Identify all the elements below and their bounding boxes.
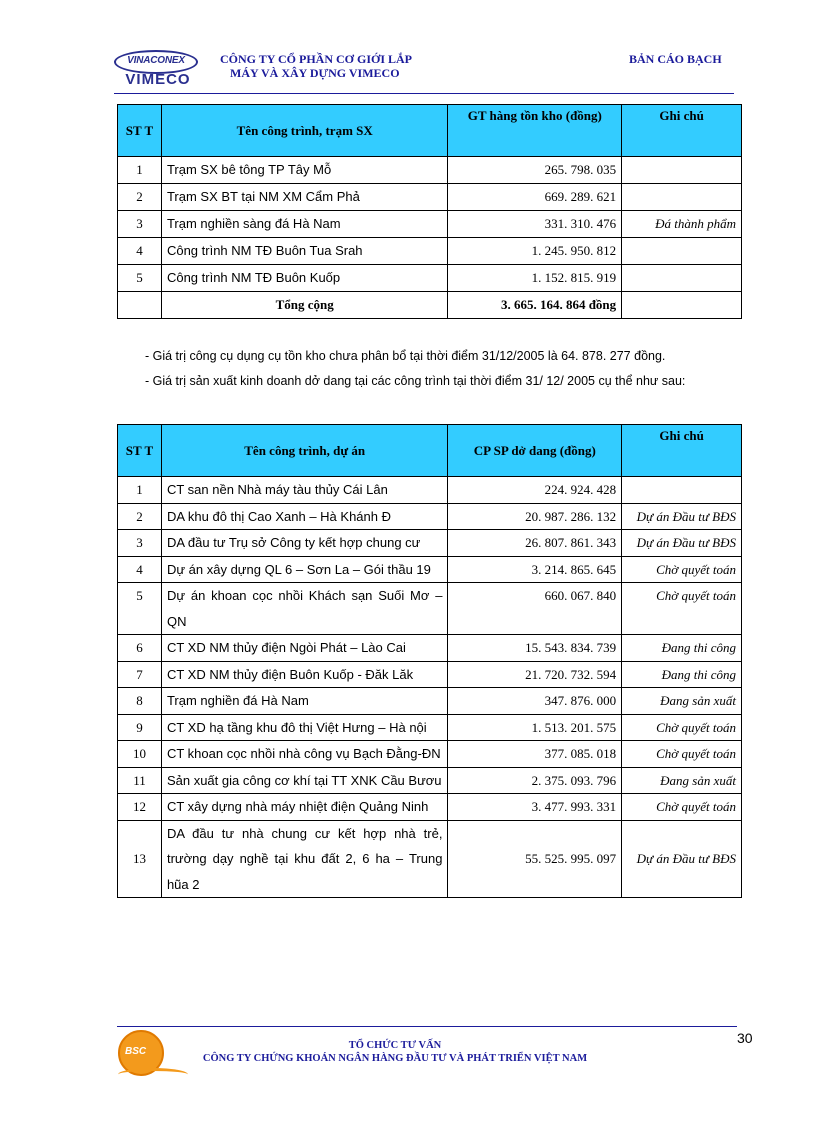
row-name: CT khoan cọc nhồi nhà công vụ Bạch Đằng-ĐN bbox=[161, 741, 447, 768]
row-value: 1. 245. 950. 812 bbox=[448, 238, 622, 265]
header-stt: ST T bbox=[118, 105, 162, 157]
row-name: Trạm SX bê tông TP Tây Mỗ bbox=[161, 157, 447, 184]
total-stt-empty bbox=[118, 292, 162, 319]
company-name bbox=[220, 52, 412, 80]
table-row bbox=[118, 157, 742, 184]
wip-intro-note: - Giá trị sản xuất kinh doanh dở dang tại các công trình tại thời điểm 31/ 12/ 2005 cụ thể như sau: bbox=[145, 374, 686, 388]
row-note: Dự án Đầu tư BĐS bbox=[622, 530, 742, 557]
tools-inventory-note: - Giá trị công cụ dụng cụ tồn kho chưa phân bổ tại thời điểm 31/12/2005 là 64. 878. 277 đồng. bbox=[145, 349, 666, 363]
row-name: Công trình NM TĐ Buôn Tua Srah bbox=[161, 238, 447, 265]
page-number: 30 bbox=[737, 1030, 753, 1046]
row-stt: 5 bbox=[118, 265, 162, 292]
company-name-line2: MÁY VÀ XÂY DỰNG VIMECO bbox=[230, 66, 400, 80]
row-stt: 1 bbox=[118, 477, 162, 504]
row-note: Đang thi công bbox=[622, 635, 742, 662]
row-value: 21. 720. 732. 594 bbox=[448, 661, 622, 688]
logo-bottom-text: VIMECO bbox=[125, 71, 191, 88]
row-value: 377. 085. 018 bbox=[448, 741, 622, 768]
row-note: Chờ quyết toán bbox=[622, 556, 742, 583]
row-name: Sản xuất gia công cơ khí tại TT XNK Cầu Bươu bbox=[161, 767, 447, 794]
row-stt: 2 bbox=[118, 184, 162, 211]
total-row bbox=[118, 292, 742, 319]
row-stt: 9 bbox=[118, 714, 162, 741]
row-value: 669. 289. 621 bbox=[448, 184, 622, 211]
bsc-logo-text: BSC bbox=[125, 1046, 147, 1057]
header-name: Tên công trình, dự án bbox=[161, 425, 447, 477]
row-note: Đang sản xuất bbox=[622, 688, 742, 715]
row-value: 3. 477. 993. 331 bbox=[448, 794, 622, 821]
row-note: Chờ quyết toán bbox=[622, 741, 742, 768]
table-header-row bbox=[118, 105, 742, 157]
row-name: CT XD NM thủy điện Ngòi Phát – Lào Cai bbox=[161, 635, 447, 662]
row-stt: 2 bbox=[118, 503, 162, 530]
table-row bbox=[118, 767, 742, 794]
table-header-row bbox=[118, 425, 742, 477]
vinaconex-vimeco-logo bbox=[114, 50, 200, 88]
table-row bbox=[118, 820, 742, 898]
table-row bbox=[118, 211, 742, 238]
logo-top-text: VINACONEX bbox=[127, 55, 185, 66]
row-name: Dự án xây dựng QL 6 – Sơn La – Gói thầu 19 bbox=[161, 556, 447, 583]
bsc-logo-band bbox=[118, 1068, 188, 1081]
row-note: Chờ quyết toán bbox=[622, 794, 742, 821]
inventory-table bbox=[117, 104, 742, 319]
row-name: Trạm nghiền đá Hà Nam bbox=[161, 688, 447, 715]
row-value: 660. 067. 840 bbox=[448, 583, 622, 635]
row-stt: 13 bbox=[118, 820, 162, 898]
total-label: Tổng cộng bbox=[161, 292, 447, 319]
row-stt: 1 bbox=[118, 157, 162, 184]
row-value: 55. 525. 995. 097 bbox=[448, 820, 622, 898]
header-note: Ghi chú bbox=[622, 425, 742, 477]
row-value: 265. 798. 035 bbox=[448, 157, 622, 184]
row-note: Đang sản xuất bbox=[622, 767, 742, 794]
table-row bbox=[118, 556, 742, 583]
row-note bbox=[622, 477, 742, 504]
row-stt: 7 bbox=[118, 661, 162, 688]
table-row bbox=[118, 741, 742, 768]
row-note bbox=[622, 265, 742, 292]
row-name: Trạm SX BT tại NM XM Cẩm Phả bbox=[161, 184, 447, 211]
table-row bbox=[118, 477, 742, 504]
row-name: DA đầu tư Trụ sở Công ty kết hợp chung cư bbox=[161, 530, 447, 557]
row-name: DA đầu tư nhà chung cư kết hợp nhà trẻ, trường dạy nghề tại khu đất 2, 6 ha – Trung hũa 2 bbox=[161, 820, 447, 898]
document-title: BẢN CÁO BẠCH bbox=[629, 52, 722, 66]
header-value: CP SP dở dang (đồng) bbox=[448, 425, 622, 477]
table-row bbox=[118, 635, 742, 662]
row-note bbox=[622, 157, 742, 184]
row-note: Chờ quyết toán bbox=[622, 714, 742, 741]
table-row bbox=[118, 265, 742, 292]
header-stt: ST T bbox=[118, 425, 162, 477]
footer-divider bbox=[117, 1026, 737, 1027]
company-name-line1: CÔNG TY CỔ PHẦN CƠ GIỚI LẮP bbox=[220, 52, 413, 66]
row-value: 20. 987. 286. 132 bbox=[448, 503, 622, 530]
header-divider bbox=[114, 93, 734, 94]
row-value: 224. 924. 428 bbox=[448, 477, 622, 504]
row-stt: 5 bbox=[118, 583, 162, 635]
total-note-empty bbox=[622, 292, 742, 319]
row-value: 331. 310. 476 bbox=[448, 211, 622, 238]
row-stt: 8 bbox=[118, 688, 162, 715]
row-note: Đá thành phẩm bbox=[622, 211, 742, 238]
total-value: 3. 665. 164. 864 đồng bbox=[448, 292, 622, 319]
row-value: 347. 876. 000 bbox=[448, 688, 622, 715]
row-name: Công trình NM TĐ Buôn Kuốp bbox=[161, 265, 447, 292]
wip-table bbox=[117, 424, 742, 898]
row-name: Dự án khoan cọc nhồi Khách sạn Suối Mơ – QN bbox=[161, 583, 447, 635]
row-value: 3. 214. 865. 645 bbox=[448, 556, 622, 583]
table-row bbox=[118, 583, 742, 635]
row-stt: 3 bbox=[118, 530, 162, 557]
row-name: CT XD NM thủy điện Buôn Kuốp - Đăk Lăk bbox=[161, 661, 447, 688]
row-stt: 12 bbox=[118, 794, 162, 821]
table-row bbox=[118, 661, 742, 688]
row-stt: 3 bbox=[118, 211, 162, 238]
row-value: 1. 152. 815. 919 bbox=[448, 265, 622, 292]
header-name: Tên công trình, trạm SX bbox=[161, 105, 447, 157]
row-stt: 11 bbox=[118, 767, 162, 794]
row-value: 26. 807. 861. 343 bbox=[448, 530, 622, 557]
row-stt: 10 bbox=[118, 741, 162, 768]
row-value: 1. 513. 201. 575 bbox=[448, 714, 622, 741]
row-name: CT san nền Nhà máy tàu thủy Cái Lân bbox=[161, 477, 447, 504]
row-value: 15. 543. 834. 739 bbox=[448, 635, 622, 662]
row-note: Dự án Đầu tư BĐS bbox=[622, 503, 742, 530]
row-note: Đang thi công bbox=[622, 661, 742, 688]
row-name: Trạm nghiền sàng đá Hà Nam bbox=[161, 211, 447, 238]
table-row bbox=[118, 503, 742, 530]
row-name: DA khu đô thị Cao Xanh – Hà Khánh Đ bbox=[161, 503, 447, 530]
table-row bbox=[118, 238, 742, 265]
table-row bbox=[118, 794, 742, 821]
row-note: Dự án Đầu tư BĐS bbox=[622, 820, 742, 898]
row-stt: 4 bbox=[118, 556, 162, 583]
row-note: Chờ quyết toán bbox=[622, 583, 742, 635]
row-stt: 4 bbox=[118, 238, 162, 265]
table-row bbox=[118, 688, 742, 715]
footer-advisor-label: TỔ CHỨC TƯ VẤN bbox=[348, 1040, 442, 1051]
footer-advisor-name: CÔNG TY CHỨNG KHOÁN NGÂN HÀNG ĐẦU TƯ VÀ PHÁT TRIỂN VIỆT NAM bbox=[202, 1053, 588, 1064]
row-name: CT xây dựng nhà máy nhiệt điện Quảng Ninh bbox=[161, 794, 447, 821]
row-stt: 6 bbox=[118, 635, 162, 662]
table-row bbox=[118, 184, 742, 211]
row-note bbox=[622, 238, 742, 265]
header-note: Ghi chú bbox=[622, 105, 742, 157]
row-name: CT XD hạ tầng khu đô thị Việt Hưng – Hà nội bbox=[161, 714, 447, 741]
row-note bbox=[622, 184, 742, 211]
row-value: 2. 375. 093. 796 bbox=[448, 767, 622, 794]
header-value: GT hàng tồn kho (đồng) bbox=[448, 105, 622, 157]
table-row bbox=[118, 530, 742, 557]
table-row bbox=[118, 714, 742, 741]
